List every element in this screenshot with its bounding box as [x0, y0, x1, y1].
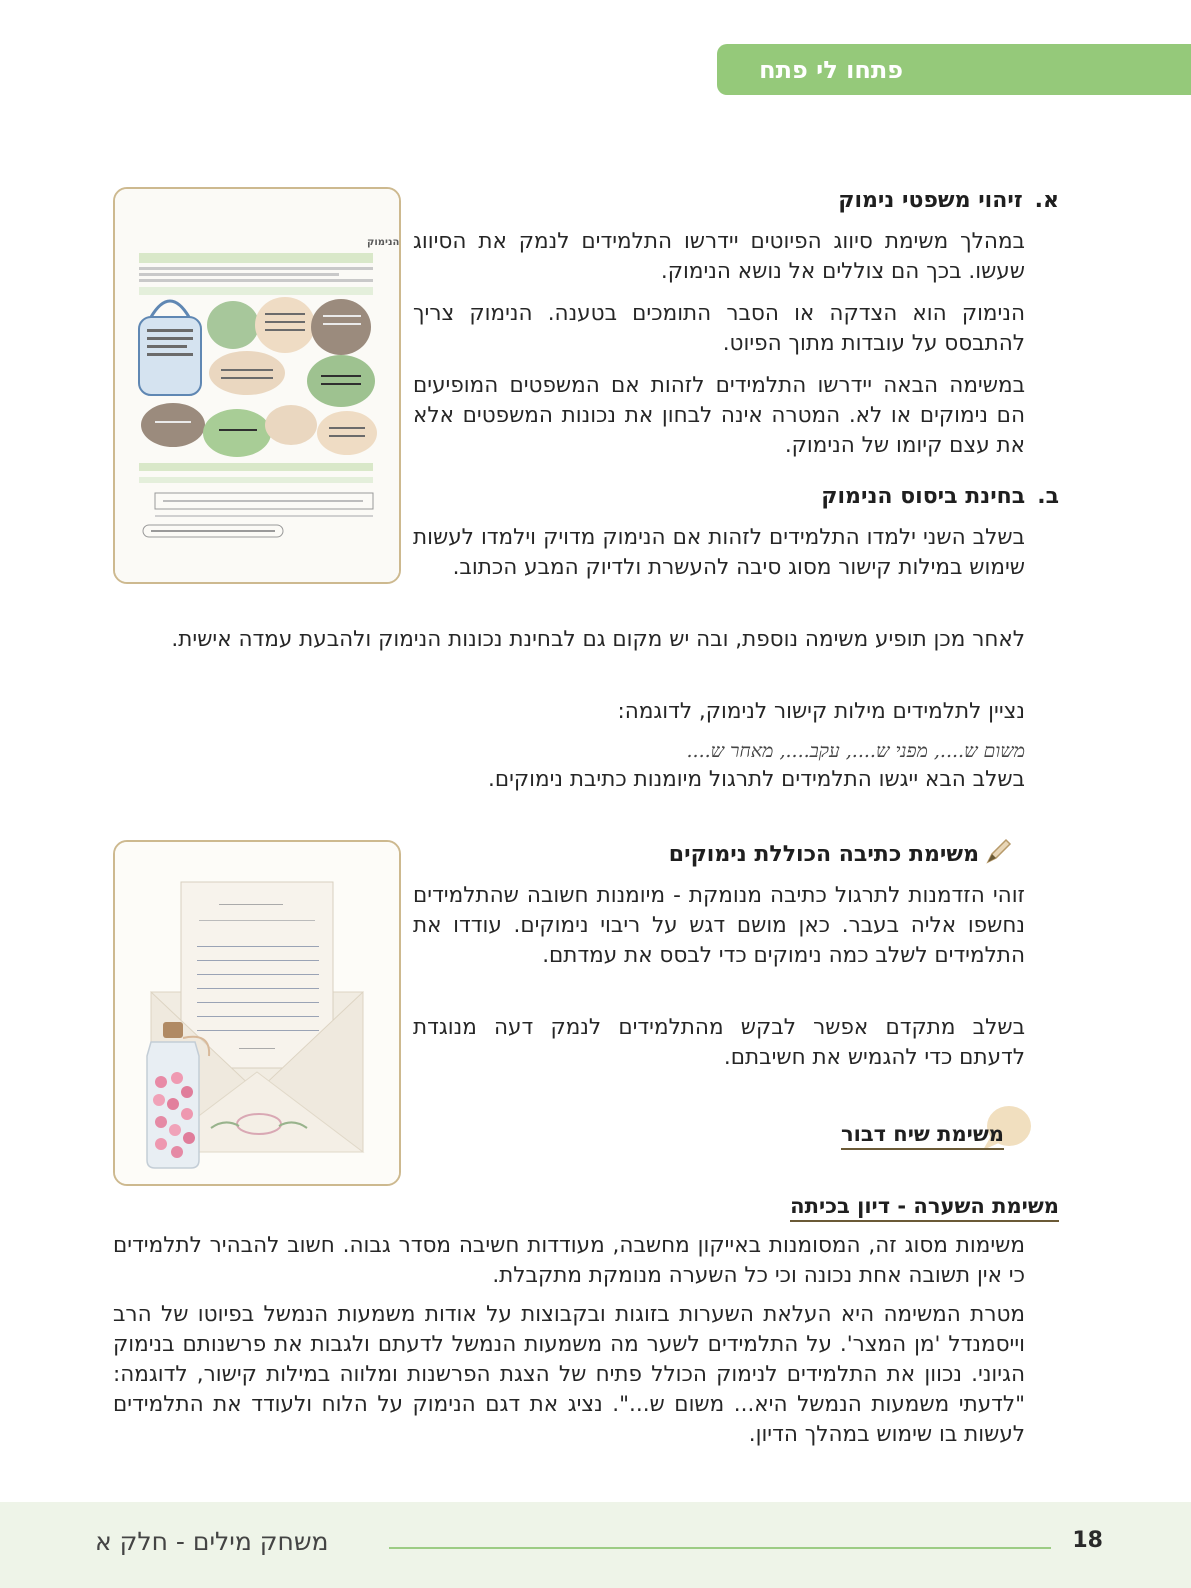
footer-divider	[389, 1547, 1051, 1549]
section-b-closing: בשלב הבא ייגשו התלמידים לתרגול מיומנות כתיבת נימוקים.	[488, 767, 1025, 792]
section-a-title: זיהוי משפטי נימוק	[838, 188, 1023, 213]
section-b-paragraph-1: בשלב השני ילמדו התלמידים לזהות אם הנימוק מדויק וילמדו לעשות שימוש במילות קישור מסוג סיבה להעשרת ולדיוק המבע הכתוב.	[413, 525, 1025, 580]
section-b-paragraph-3: נציין לתלמידים מילות קישור לנימוק, לדוגמה:	[617, 699, 1025, 724]
envelope-illustration	[115, 842, 399, 1184]
section-b-title: בחינת ביסוס הנימוק	[821, 484, 1026, 509]
letter-thumbnail	[113, 840, 401, 1186]
hypothesis-task-paragraph-2: מטרת המשימה היא העלאת השערות בזוגות ובקבוצות על אודות משמעות הנמשל בפיוטו של הרב וייסמנדל 'מן המצר'. על התלמידים לשער מה משמעות הנמשל לדעתם ולגבות את פרשנותם בנימוק הגיוני. נכוון את התלמידים לנימוק הכולל פתיח של הצגת הפרשנות ומלווה במילות קישור, לדוגמה: "לדעתי משמעות הנמשל היא... משום ש...". נציג את דגם הנימוק על הלוח ולעודד את התלמידים לעשות בו שימוש במהלך הדיון.	[113, 1302, 1025, 1447]
connector-words-example: משום ש...., מפני ש...., עקב...., מאחר ש....	[686, 740, 1025, 762]
writing-task-paragraph-1: זוהי הזדמנות לתרגול כתיבה מנומקת - מיומנות חשובה שהתלמידים נחשפו אליה בעבר. כאן מושם דגש על ריבוי נימוקים. עודדו את התלמידים לשלב כמה נימוקים כדי לבסס את עמדתם.	[413, 883, 1025, 968]
writing-task-title: משימת כתיבה הכוללת נימוקים	[668, 842, 979, 867]
section-b-letter: ב.	[1037, 484, 1059, 509]
worksheet-illustration	[115, 189, 399, 582]
hypothesis-task-paragraph-1: משימות מסוג זה, המסומנות באייקון מחשבה, מעודדות חשיבה מסדר גבוה. חשוב להבהיר לתלמידים כי אין תשובה אחת נכונה וכי כל השערה מנומקת מתקבלת.	[113, 1233, 1025, 1288]
page-number: 18	[1072, 1528, 1103, 1553]
writing-task-paragraph-2: בשלב מתקדם אפשר לבקש מהתלמידים לנמק דעה מנוגדת לדעתם כדי להגמיש את חשיבתם.	[413, 1015, 1025, 1070]
hypothesis-task-title: משימת השערה - דיון בכיתה	[790, 1194, 1059, 1222]
section-a-paragraph-1: במהלך משימת סיווג הפיוטים יידרשו התלמידים לנמק את הסיווג שעשו. בכך הם צוללים אל נושא הנימוק.	[413, 229, 1025, 284]
section-a-letter: א.	[1034, 188, 1059, 213]
chapter-tab-label: פתחו לי פתח	[759, 55, 903, 84]
chapter-tab	[717, 44, 1191, 95]
pencil-icon	[984, 836, 1014, 866]
book-title: משחק מילים - חלק א	[95, 1527, 329, 1556]
section-b-paragraph-2: לאחר מכן תופיע משימה נוספת, ובה יש מקום גם לבחינת נכונות הנימוק ולהבעת עמדה אישית.	[171, 627, 1025, 652]
worksheet-title: הנימוק	[367, 237, 399, 248]
section-a-paragraph-3: במשימה הבאה יידרשו התלמידים לזהות אם המשפטים המופיעים הם נימוקים או לא. המטרה אינה לבחון את נכונות המשפטים אלא את עצם קיומו של הנימוק.	[413, 373, 1025, 458]
section-a-heading	[838, 188, 1059, 213]
section-a-paragraph-2: הנימוק הוא הצדקה או הסבר התומכים בטענה. הנימוק צריך להתבסס על עובדות מתוך הפיוט.	[413, 301, 1025, 356]
worksheet-thumbnail	[113, 187, 401, 584]
section-b-heading	[821, 484, 1059, 509]
speech-task-title: משימת שיח דבור	[841, 1122, 1004, 1150]
